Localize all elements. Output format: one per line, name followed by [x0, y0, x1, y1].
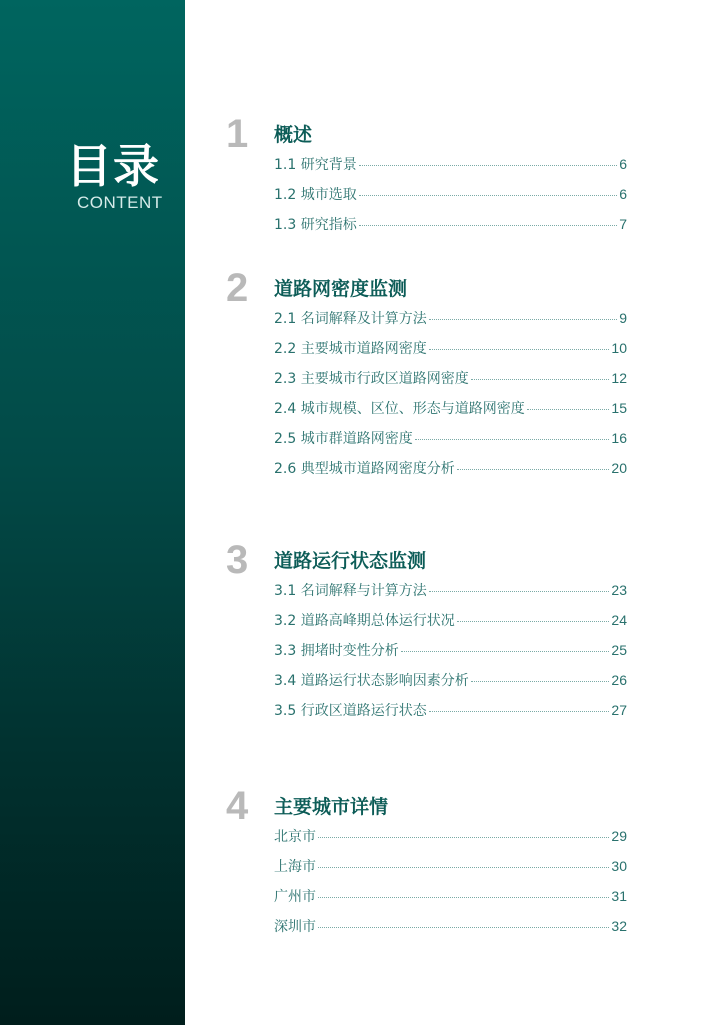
toc-entry[interactable] — [274, 856, 627, 886]
entry-label: 广州市 — [274, 889, 316, 905]
dot-leader — [457, 621, 610, 622]
entry-label: 3.5 行政区道路运行状态 — [274, 703, 427, 719]
dot-leader — [359, 225, 617, 226]
entry-page: 20 — [611, 460, 627, 476]
entry-label: 1.1 研究背景 — [274, 157, 357, 173]
toc-entry[interactable] — [274, 368, 627, 398]
section-number: 1 — [226, 112, 249, 156]
entry-page: 12 — [611, 370, 627, 386]
dot-leader — [401, 651, 610, 652]
entry-label: 1.2 城市选取 — [274, 187, 357, 203]
toc-entry[interactable] — [274, 214, 627, 244]
toc-title: 目录 — [66, 139, 160, 193]
section-number: 2 — [226, 266, 249, 310]
dot-leader — [318, 837, 609, 838]
sidebar-panel — [0, 0, 185, 1025]
dot-leader — [359, 165, 617, 166]
entry-page: 27 — [611, 702, 627, 718]
entry-page: 30 — [611, 858, 627, 874]
toc-entry[interactable] — [274, 826, 627, 856]
dot-leader — [359, 195, 617, 196]
dot-leader — [471, 681, 610, 682]
entry-page: 6 — [619, 156, 627, 172]
dot-leader — [415, 439, 610, 440]
entry-page: 25 — [611, 642, 627, 658]
toc-entry[interactable] — [274, 886, 627, 916]
toc-entry[interactable] — [274, 670, 627, 700]
toc-subtitle: CONTENT — [77, 193, 163, 212]
entry-label: 2.5 城市群道路网密度 — [274, 431, 413, 447]
entry-page: 15 — [611, 400, 627, 416]
toc-entry[interactable] — [274, 154, 627, 184]
dot-leader — [429, 591, 610, 592]
dot-leader — [318, 927, 609, 928]
entry-page: 7 — [619, 216, 627, 232]
entry-page: 24 — [611, 612, 627, 628]
dot-leader — [318, 897, 609, 898]
dot-leader — [318, 867, 609, 868]
toc-entry[interactable] — [274, 338, 627, 368]
dot-leader — [429, 711, 610, 712]
toc-entry[interactable] — [274, 458, 627, 488]
entry-label: 3.1 名词解释与计算方法 — [274, 583, 427, 599]
entry-page: 31 — [611, 888, 627, 904]
toc-entry[interactable] — [274, 580, 627, 610]
section-entries — [274, 154, 627, 244]
dot-leader — [471, 379, 610, 380]
entry-label: 北京市 — [274, 829, 316, 845]
section-entries — [274, 580, 627, 730]
section-number: 3 — [226, 538, 249, 582]
entry-page: 10 — [611, 340, 627, 356]
entry-label: 深圳市 — [274, 919, 316, 935]
dot-leader — [429, 319, 617, 320]
entry-label: 3.2 道路高峰期总体运行状况 — [274, 613, 455, 629]
dot-leader — [429, 349, 610, 350]
dot-leader — [457, 469, 610, 470]
section-number: 4 — [226, 784, 249, 828]
toc-entry[interactable] — [274, 640, 627, 670]
entry-page: 26 — [611, 672, 627, 688]
entry-page: 16 — [611, 430, 627, 446]
toc-entry[interactable] — [274, 184, 627, 214]
entry-label: 2.6 典型城市道路网密度分析 — [274, 461, 455, 477]
toc-entry[interactable] — [274, 398, 627, 428]
entry-label: 1.3 研究指标 — [274, 217, 357, 233]
entry-label: 3.4 道路运行状态影响因素分析 — [274, 673, 469, 689]
toc-entry[interactable] — [274, 916, 627, 946]
entry-page: 6 — [619, 186, 627, 202]
entry-page: 32 — [611, 918, 627, 934]
toc-entry[interactable] — [274, 700, 627, 730]
entry-label: 3.3 拥堵时变性分析 — [274, 643, 399, 659]
toc-entry[interactable] — [274, 610, 627, 640]
entry-page: 9 — [619, 310, 627, 326]
entry-label: 2.4 城市规模、区位、形态与道路网密度 — [274, 401, 525, 417]
entry-page: 29 — [611, 828, 627, 844]
section-title[interactable]: 概述 — [274, 124, 313, 146]
entry-label: 2.1 名词解释及计算方法 — [274, 311, 427, 327]
section-entries — [274, 826, 627, 946]
section-title[interactable]: 主要城市详情 — [274, 796, 389, 818]
dot-leader — [527, 409, 610, 410]
entry-label: 上海市 — [274, 859, 316, 875]
toc-entry[interactable] — [274, 308, 627, 338]
entry-page: 23 — [611, 582, 627, 598]
toc-entry[interactable] — [274, 428, 627, 458]
section-entries — [274, 308, 627, 488]
entry-label: 2.2 主要城市道路网密度 — [274, 341, 427, 357]
section-title[interactable]: 道路网密度监测 — [274, 278, 408, 300]
entry-label: 2.3 主要城市行政区道路网密度 — [274, 371, 469, 387]
section-title[interactable]: 道路运行状态监测 — [274, 550, 427, 572]
